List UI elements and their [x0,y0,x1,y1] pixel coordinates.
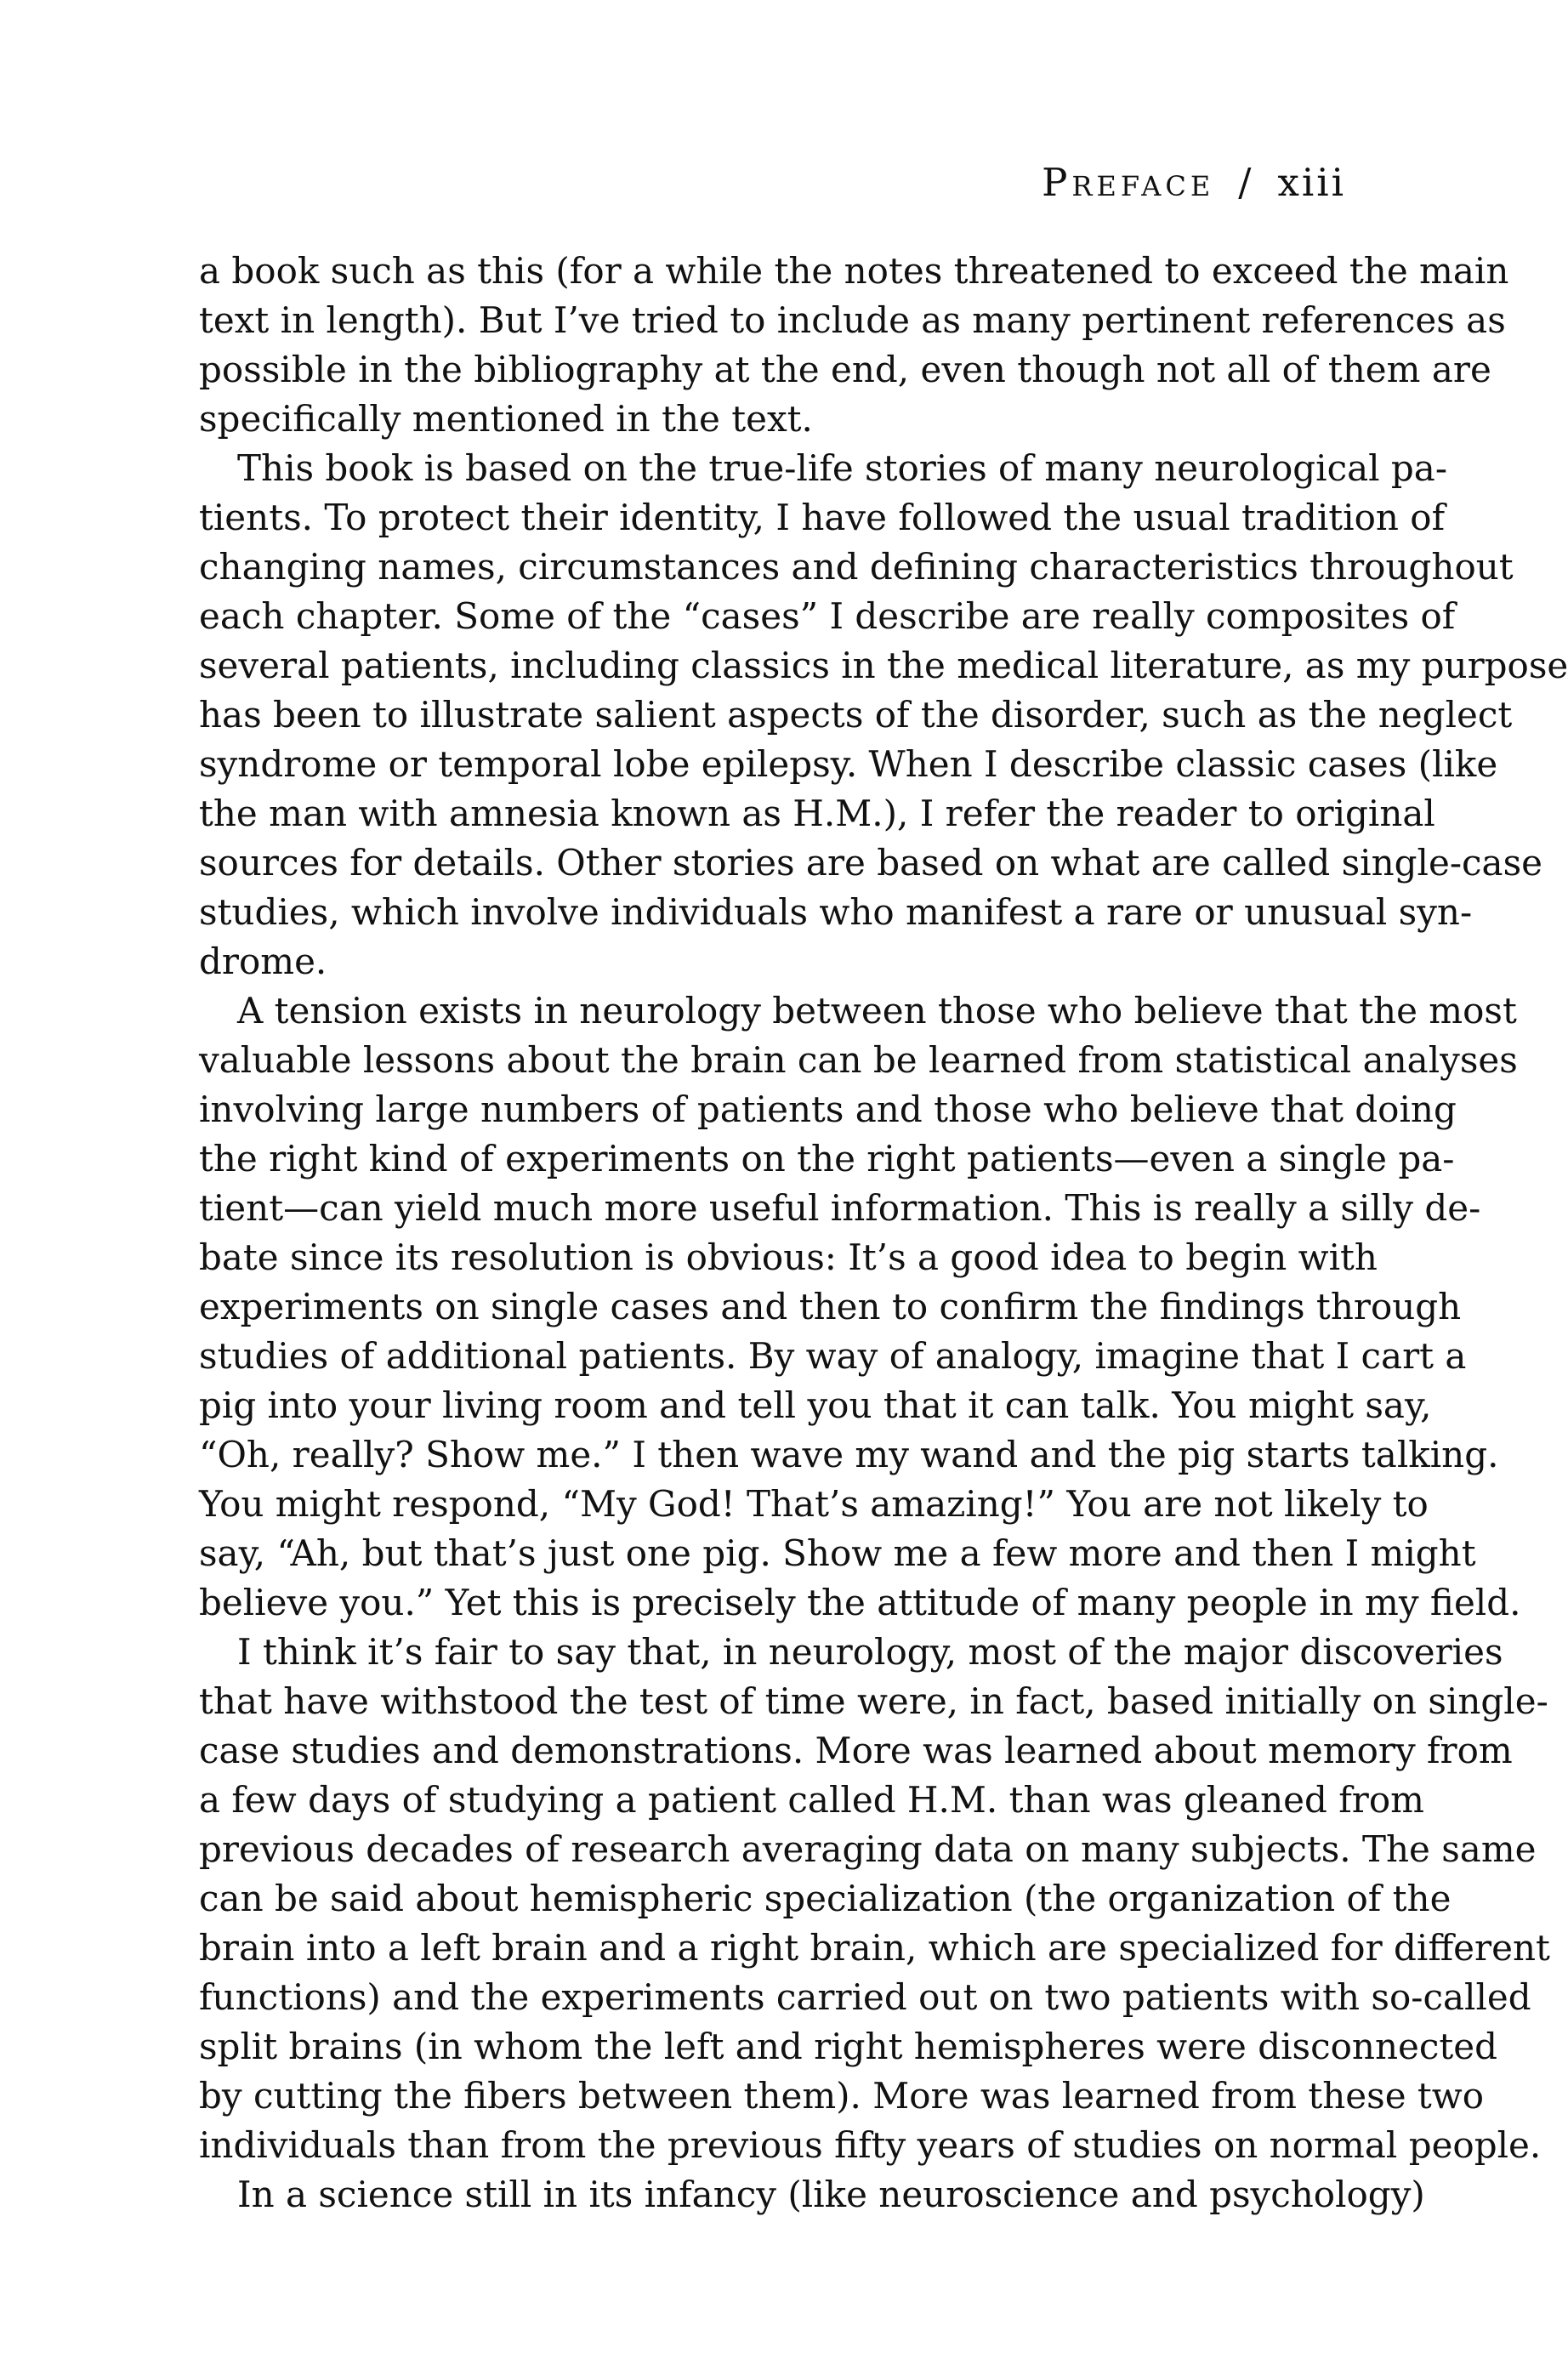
text-line: tient—can yield much more useful information. This is really a silly de- [199,1187,1481,1229]
text-line: experiments on single cases and then to confirm the findings through [199,1286,1462,1327]
chapter-title: Preface [1042,160,1215,205]
header-separator: / [1238,160,1254,205]
text-line: each chapter. Some of the “cases” I describe are really composites of [199,595,1456,637]
text-line: syndrome or temporal lobe epilepsy. When I describe classic cases (like [199,743,1498,785]
page-number: xiii [1277,160,1346,205]
paragraph [199,986,1521,1628]
text-line: say, “Ah, but that’s just one pig. Show me a few more and then I might [199,1532,1476,1574]
text-line: believe you.” Yet this is precisely the attitude of many people in my field. [199,1582,1521,1623]
paragraph [199,2170,1425,2219]
body-text [199,247,1568,2219]
text-line: the man with amnesia known as H.M.), I refer the reader to original [199,793,1435,834]
text-line: a book such as this (for a while the notes threatened to exceed the main [199,250,1509,292]
paragraph [199,1628,1550,2170]
text-line: previous decades of research averaging data on many subjects. The same [199,1828,1537,1870]
text-line: brain into a left brain and a right brain, which are specialized for different [199,1927,1550,1969]
text-line: This book is based on the true-life stories of many neurological pa- [237,447,1448,489]
text-line: valuable lessons about the brain can be learned from statistical analyses [199,1039,1518,1081]
text-line: has been to illustrate salient aspects of the disorder, such as the neglect [199,694,1513,736]
text-line: the right kind of experiments on the right patients—even a single pa- [199,1138,1455,1179]
text-line: text in length). But I’ve tried to include as many pertinent references as [199,299,1506,341]
text-line: sources for details. Other stories are based on what are called single-case [199,842,1542,884]
text-line: bate since its resolution is obvious: It’s a good idea to begin with [199,1236,1378,1278]
text-line: A tension exists in neurology between those who believe that the most [237,990,1517,1032]
text-line: tients. To protect their identity, I have followed the usual tradition of [199,497,1446,538]
text-line: changing names, circumstances and defining characteristics throughout [199,546,1514,588]
paragraph [199,444,1568,986]
text-line: “Oh, really? Show me.” I then wave my wand and the pig starts talking. [199,1434,1499,1475]
text-line: functions) and the experiments carried out on two patients with so-called [199,1976,1531,2018]
text-line: specifically mentioned in the text. [199,398,813,440]
text-line: You might respond, “My God! That’s amazing!” You are not likely to [199,1483,1429,1525]
text-line: In a science still in its infancy (like neuroscience and psychology) [237,2174,1425,2215]
text-line: pig into your living room and tell you that it can talk. You might say, [199,1384,1432,1426]
text-line: individuals than from the previous fifty years of studies on normal people. [199,2124,1542,2166]
text-line: studies, which involve individuals who manifest a rare or unusual syn- [199,891,1473,933]
text-line: split brains (in whom the left and right hemispheres were disconnected [199,2026,1498,2067]
text-line: case studies and demonstrations. More was learned about memory from [199,1730,1513,1771]
text-line: several patients, including classics in the medical literature, as my purpose [199,645,1568,686]
text-line: by cutting the fibers between them). More was learned from these two [199,2075,1485,2117]
text-line: a few days of studying a patient called H.M. than was gleaned from [199,1779,1424,1821]
text-line: studies of additional patients. By way of analogy, imagine that I cart a [199,1335,1467,1377]
text-line: I think it’s fair to say that, in neurology, most of the major discoveries [237,1631,1503,1673]
text-line: drome. [199,941,327,982]
text-line: involving large numbers of patients and those who believe that doing [199,1088,1457,1130]
text-line: that have withstood the test of time were, in fact, based initially on single- [199,1680,1548,1722]
running-head [1042,160,1346,205]
text-line: possible in the bibliography at the end, even though not all of them are [199,349,1491,390]
text-line: can be said about hemispheric specialization (the organization of the [199,1878,1452,1919]
paragraph [199,247,1509,444]
